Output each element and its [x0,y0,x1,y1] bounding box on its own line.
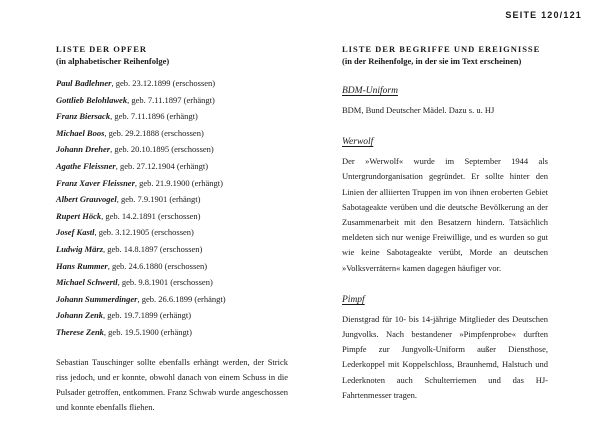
victim-entry [56,141,288,158]
victim-name: Franz Biersack [56,111,111,122]
victim-entry [56,324,288,341]
victim-entry [56,125,288,142]
victim-name: Gottlieb Belohlawek [56,94,128,105]
term-entry-bdm-uniform [342,85,548,118]
victims-column [56,44,288,416]
victim-detail: , geb. 21.9.1900 (erhängt) [134,177,223,188]
terms-list-title: LISTE DER BEGRIFFE UND EREIGNISSE [342,44,541,54]
victim-name: Hans Rummer [56,260,108,271]
page-number-header: SEITE 120/121 [505,10,582,20]
victim-detail: , geb. 27.12.1904 (erhängt) [115,160,209,171]
victims-list-title: LISTE DER OPFER [56,44,148,54]
victim-detail: , geb. 29.2.1888 (erschossen) [104,127,204,138]
victim-name: Ludwig März [56,243,103,254]
victim-detail: , geb. 20.10.1895 (erschossen) [110,144,214,155]
victim-detail: , geb. 3.12.1905 (erschossen) [94,227,194,238]
victim-detail: , geb. 19.5.1900 (erhängt) [103,326,192,337]
victim-entry [56,274,288,291]
victim-name: Johann Summerdinger [56,293,138,304]
survivors-paragraph: Sebastian Tauschinger sollte ebenfalls erhängt werden, der Strick riss jedoch, und er konnte, obwohl danach von einem Schuss in die Pulsader getroffen, entkommen. Franz Schwab wurde angeschossen und konnte ebenfalls fliehen. [56,356,288,413]
victim-name: Franz Xaver Fleissner [56,177,135,188]
victim-detail: , geb. 9.8.1901 (erschossen) [117,277,213,288]
victim-entry [56,158,288,175]
victim-name: Michael Schwertl [56,277,118,288]
victim-entry [56,208,288,225]
victims-list [56,75,288,341]
victim-name: Albert Grauvogel [56,194,117,205]
victim-entry [56,224,288,241]
victim-name: Johann Zenk [56,310,103,321]
term-definition: Dienstgrad für 10- bis 14-jährige Mitglieder des Deutschen Jungvolks. Nach bestandener »Pimpfenprobe« durften Pimpfe zur Jungvolk-Uniform außer Diensthose, Lederkoppel mit Koppelschloss, Braunhemd, Halstuch und Lederknoten auch Schulterriemen und das HJ-Fahrtenmesser tragen. [342,313,548,400]
victims-list-subtitle: (in alphabetischer Reihenfolge) [56,56,170,66]
victim-detail: , geb. 24.6.1880 (erschossen) [107,260,208,271]
term-heading: BDM-Uniform [342,86,398,96]
term-definition: Der »Werwolf« wurde im September 1944 als Untergrundorganisation gegründet. Er sollte hinter den Linien der alliierten Truppen im von ihnen eroberten Gebiet Sabotageakte verüben und die deutsche Bevölkerung an der Zusammenarbeit mit den Besatzern hindern. Tatsächlich meldeten sich nur wenige Freiwillige, und es wurden so gut wie keine Sabotageakte verübt, Morde an deutschen »Volksverrätern« kamen dagegen häufiger vor. [342,156,548,273]
victim-entry [56,75,288,92]
victim-detail: , geb. 7.9.1901 (erhängt) [116,194,201,205]
term-heading: Werwolf [342,137,374,148]
term-entry-pimpf [342,294,548,403]
victim-name: Therese Zenk [56,326,104,337]
victim-entry [56,307,288,324]
victim-entry [56,241,288,258]
victim-entry [56,191,288,208]
victim-name: Josef Kastl [56,227,95,238]
victim-entry [56,258,288,275]
term-definition: BDM, Bund Deutscher Mädel. Dazu s. u. HJ [342,105,495,115]
victim-name: Rupert Höck [56,210,102,221]
victim-entry [56,291,288,308]
victim-name: Michael Boos [56,127,105,138]
victim-entry [56,175,288,192]
term-heading: Pimpf [342,294,365,305]
term-entry-werwolf [342,136,548,276]
victim-detail: , geb. 7.11.1896 (erhängt) [110,111,198,122]
victim-entry [56,108,288,125]
victim-detail: , geb. 7.11.1897 (erhängt) [127,94,215,105]
victim-name: Paul Badlehner [56,78,112,88]
victim-detail: , geb. 19.7.1899 (erhängt) [103,310,192,321]
victim-entry [56,92,288,109]
victim-name: Johann Dreher [56,144,111,155]
victim-name: Agathe Fleissner [56,160,116,171]
terms-column [342,44,548,403]
terms-list-subtitle: (in der Reihenfolge, in der sie im Text erscheinen) [342,56,522,66]
victim-detail: , geb. 14.2.1891 (erschossen) [101,210,201,221]
victim-detail: , geb. 23.12.1899 (erschossen) [111,78,216,88]
victim-detail: , geb. 26.6.1899 (erhängt) [137,293,226,304]
victim-detail: , geb. 14.8.1897 (erschossen) [103,243,203,254]
